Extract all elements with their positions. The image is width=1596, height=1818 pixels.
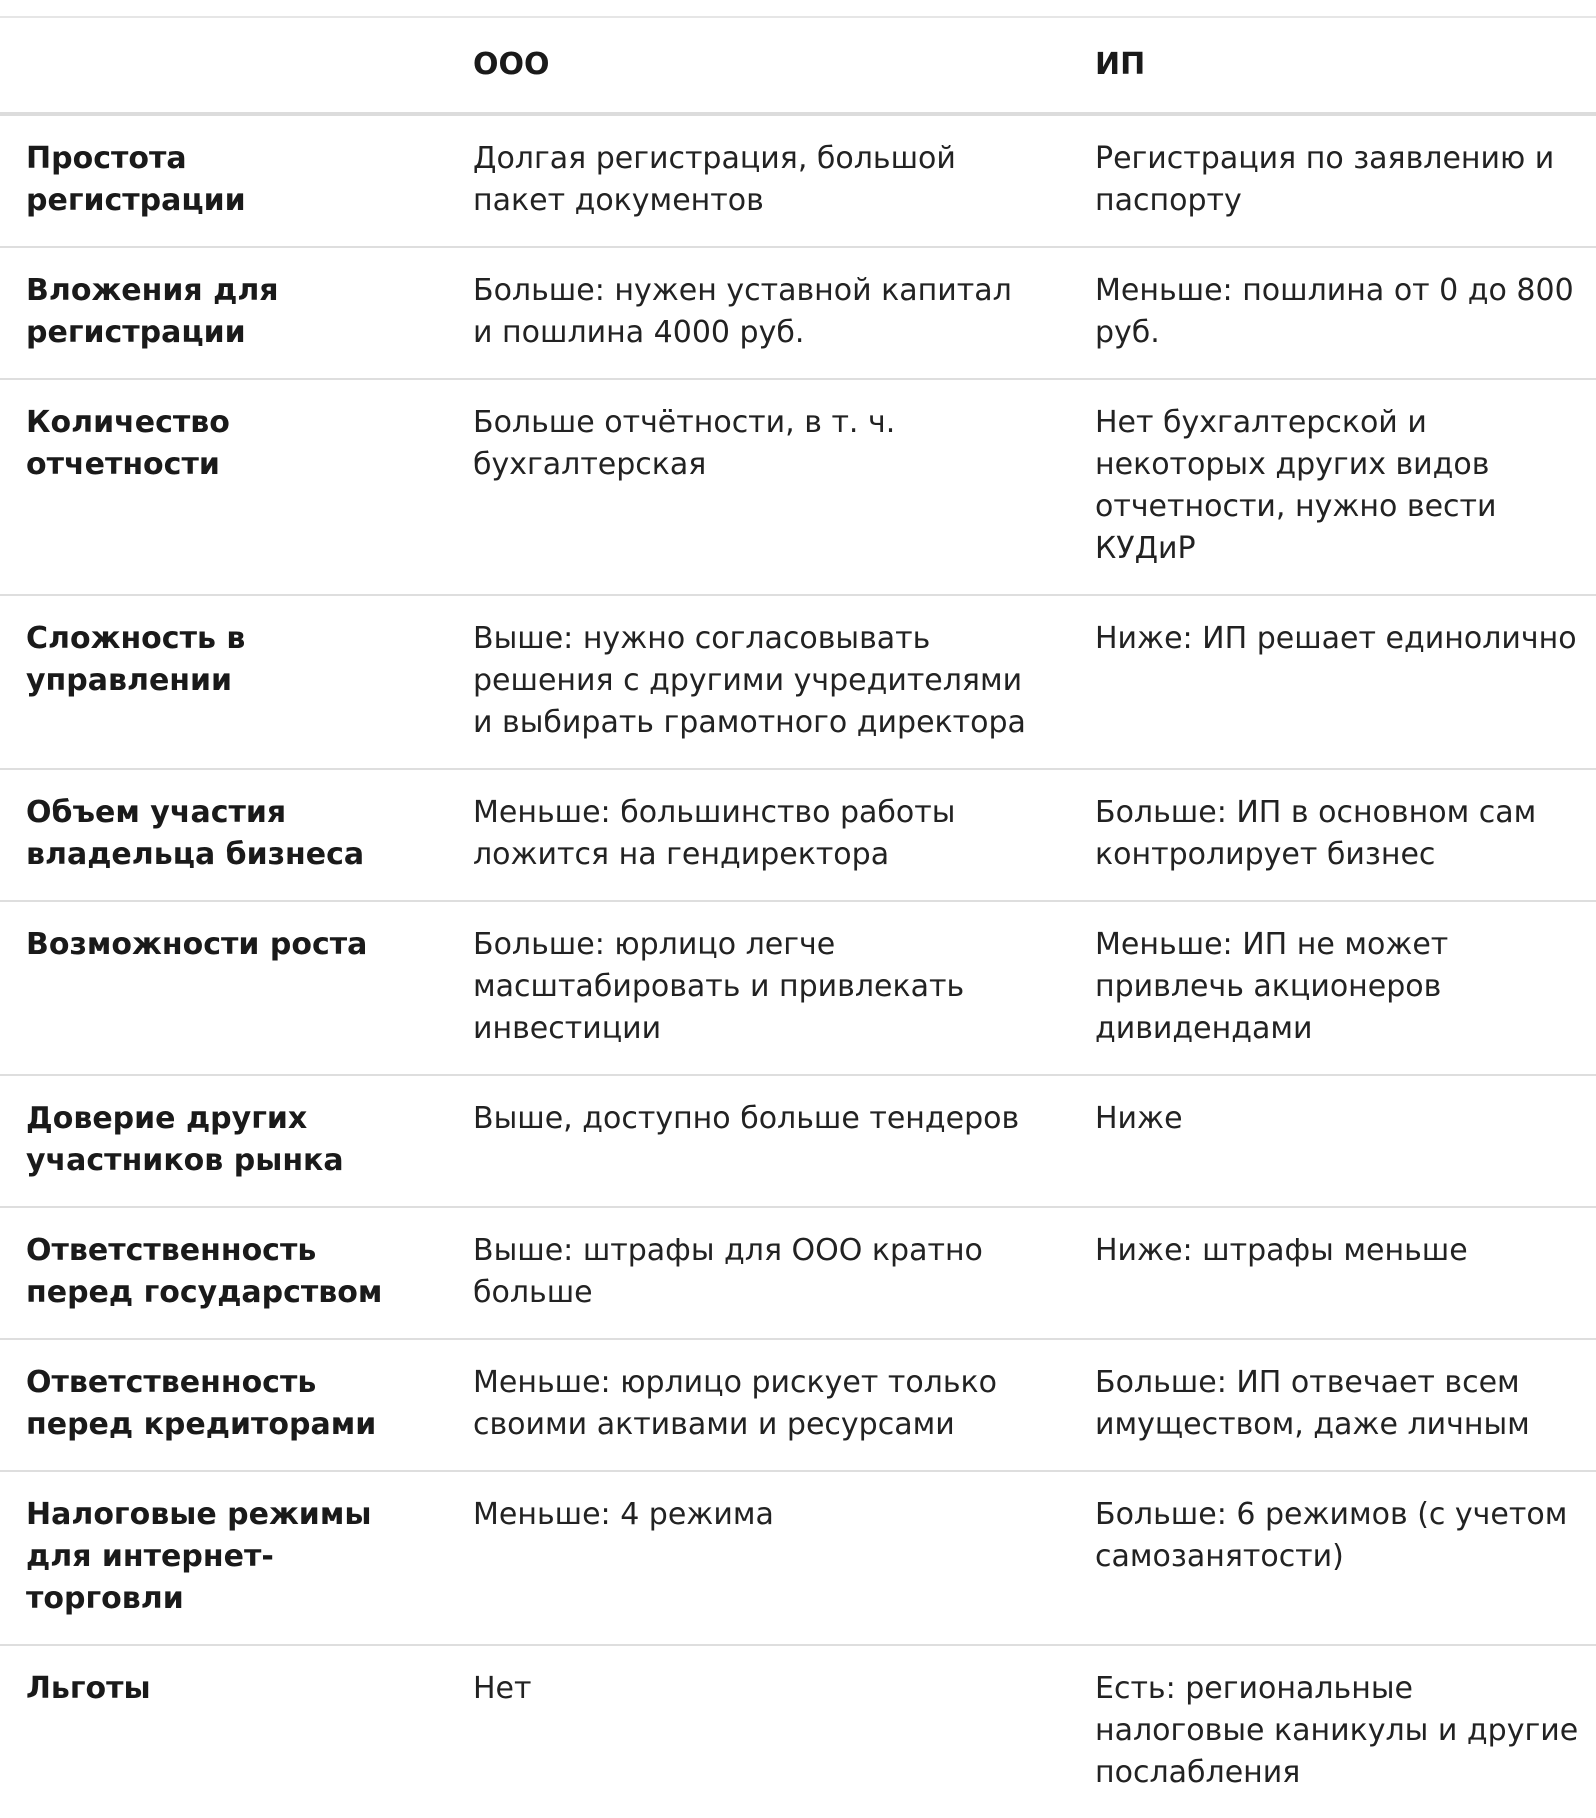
ip-cell: Больше: 6 режимов (с учетом самозанятости) — [1095, 1497, 1568, 1574]
table-row — [0, 595, 1596, 769]
header-empty-cell — [0, 17, 445, 114]
table-row — [0, 769, 1596, 901]
ooo-cell: Долгая регистрация, большой пакет документов — [473, 141, 956, 218]
row-label: Ответственность перед государством — [26, 1233, 383, 1310]
header-ooo: ООО — [445, 17, 1067, 114]
header-ip: ИП — [1067, 17, 1596, 114]
ooo-cell: Выше: штрафы для ООО кратно больше — [473, 1233, 983, 1310]
table-row — [0, 1075, 1596, 1207]
table-row — [0, 1645, 1596, 1818]
ip-cell: Регистрация по заявлению и паспорту — [1095, 141, 1555, 218]
table-row — [0, 114, 1596, 247]
ip-cell: Ниже: штрафы меньше — [1095, 1233, 1468, 1268]
ooo-cell: Меньше: 4 режима — [473, 1497, 774, 1532]
table-row — [0, 1207, 1596, 1339]
row-label: Налоговые режимы для интернет-торговли — [26, 1497, 372, 1616]
ooo-cell: Меньше: большинство работы ложится на гендиректора — [473, 795, 956, 872]
row-label: Ответственность перед кредиторами — [26, 1365, 377, 1442]
ooo-cell: Больше: юрлицо легче масштабировать и привлекать инвестиции — [473, 927, 965, 1046]
table-header — [0, 17, 1596, 114]
row-label: Объем участия владельца бизнеса — [26, 795, 365, 872]
table-row — [0, 379, 1596, 595]
ip-cell: Больше: ИП отвечает всем имуществом, даже личным — [1095, 1365, 1530, 1442]
table-row — [0, 1339, 1596, 1471]
comparison-table-container — [0, 16, 1596, 1818]
ip-cell: Есть: региональные налоговые каникулы и другие послабления — [1095, 1671, 1579, 1790]
table-row — [0, 1471, 1596, 1645]
row-label: Вложения для регистрации — [26, 273, 279, 350]
ooo-cell: Нет — [473, 1671, 532, 1706]
row-label: Количество отчетности — [26, 405, 230, 482]
row-label: Льготы — [26, 1671, 151, 1706]
row-label: Доверие других участников рынка — [26, 1101, 344, 1178]
ooo-cell: Выше: нужно согласовывать решения с другими учредителями и выбирать грамотного директора — [473, 621, 1026, 740]
table-row — [0, 901, 1596, 1075]
row-label: Возможности роста — [26, 927, 368, 962]
ooo-cell: Выше, доступно больше тендеров — [473, 1101, 1020, 1136]
ooo-cell: Больше отчётности, в т. ч. бухгалтерская — [473, 405, 896, 482]
ip-cell: Ниже — [1095, 1101, 1183, 1136]
ooo-cell: Больше: нужен уставной капитал и пошлина 4000 руб. — [473, 273, 1012, 350]
ooo-cell: Меньше: юрлицо рискует только своими активами и ресурсами — [473, 1365, 998, 1442]
row-label: Сложность в управлении — [26, 621, 246, 698]
row-label: Простота регистрации — [26, 141, 246, 218]
ip-cell: Меньше: пошлина от 0 до 800 руб. — [1095, 273, 1574, 350]
table-body — [0, 114, 1596, 1818]
ip-cell: Ниже: ИП решает единолично — [1095, 621, 1577, 656]
ip-cell: Нет бухгалтерской и некоторых других видов отчетности, нужно вести КУДиР — [1095, 405, 1497, 566]
comparison-table — [0, 16, 1596, 1818]
ip-cell: Больше: ИП в основном сам контролирует бизнес — [1095, 795, 1537, 872]
header-row — [0, 17, 1596, 114]
ip-cell: Меньше: ИП не может привлечь акционеров дивидендами — [1095, 927, 1449, 1046]
table-row — [0, 247, 1596, 379]
